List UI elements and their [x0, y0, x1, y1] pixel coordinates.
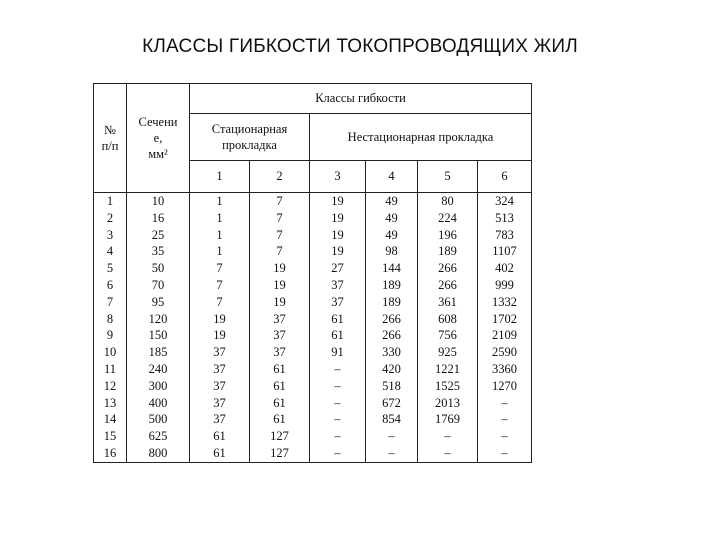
table-cell: 12	[103, 378, 117, 393]
class-number: 3	[310, 161, 366, 193]
table-cell: –	[334, 412, 341, 427]
table-cell: 7	[276, 194, 283, 208]
table-cell: 6	[106, 277, 114, 292]
table-cell: 37	[213, 361, 226, 376]
table-cell: 19	[213, 311, 226, 326]
table-cell: 98	[385, 244, 398, 259]
table-cell: 2590	[492, 345, 518, 360]
page-title: КЛАССЫ ГИБКОСТИ ТОКОПРОВОДЯЩИХ ЖИЛ	[142, 36, 578, 57]
table-cell: 189	[438, 244, 457, 259]
table-cell: 518	[382, 378, 401, 393]
table-cell: 7	[216, 277, 223, 292]
table-cell: 8	[106, 311, 114, 326]
table-cell: 37	[213, 378, 226, 393]
table-cell: 1769	[435, 412, 460, 427]
section-column	[127, 193, 190, 463]
flexibility-classes-table	[93, 83, 532, 463]
table-cell: 127	[270, 429, 289, 444]
table-cell: 11	[103, 361, 117, 376]
table-cell: 35	[151, 244, 165, 259]
table-cell: –	[501, 445, 508, 460]
class-number: 6	[478, 161, 532, 193]
table-cell: 500	[148, 412, 168, 427]
table-cell: –	[501, 429, 508, 444]
class-5-column	[418, 193, 478, 463]
table-cell: 400	[148, 395, 168, 410]
table-cell: 120	[148, 311, 168, 326]
table-cell: 266	[382, 328, 401, 343]
table-cell: 5	[106, 261, 114, 276]
table-cell: 144	[382, 261, 401, 276]
table-cell: 196	[438, 227, 457, 242]
class-4-column	[366, 193, 418, 463]
class-1-column	[190, 193, 250, 463]
table-cell: 361	[438, 294, 457, 309]
table-cell: 13	[103, 395, 117, 410]
table-cell: –	[334, 361, 341, 376]
table-cell: 1221	[435, 361, 460, 376]
table-cell: –	[501, 395, 508, 410]
table-cell: –	[334, 395, 341, 410]
table-cell: 80	[441, 194, 454, 208]
table-cell: 1525	[435, 378, 460, 393]
table-cell: 61	[273, 361, 286, 376]
table-cell: 61	[213, 445, 226, 460]
table-cell: 402	[495, 261, 514, 276]
table-cell: 999	[495, 277, 514, 292]
table-cell: 2013	[435, 395, 460, 410]
table-cell: –	[334, 378, 341, 393]
table-cell: 61	[331, 311, 344, 326]
table-cell: 224	[438, 210, 457, 225]
table-cell: 19	[273, 294, 286, 309]
table-cell: 37	[213, 412, 226, 427]
table-cell: 185	[148, 345, 168, 360]
table-cell: 10	[103, 345, 117, 360]
table-cell: 783	[495, 227, 514, 242]
table-cell: 7	[106, 294, 114, 309]
table-cell: 1332	[492, 294, 518, 309]
table-cell: 7	[216, 294, 223, 309]
table-cell: 9	[106, 328, 114, 343]
header-stationary-line: Стационарная	[211, 122, 288, 136]
table-cell: –	[444, 445, 451, 460]
table-cell: –	[388, 429, 395, 444]
table-cell: 15	[103, 429, 117, 444]
table-cell: 37	[273, 328, 286, 343]
table-cell: 266	[438, 261, 457, 276]
table-cell: 330	[382, 345, 401, 360]
class-2-column	[250, 193, 310, 463]
table-cell: 50	[151, 261, 165, 276]
table-cell: 1	[216, 210, 223, 225]
table-cell: 324	[495, 194, 514, 208]
header-stationary	[190, 114, 310, 161]
table-cell: 49	[385, 194, 398, 208]
table-cell: –	[501, 412, 508, 427]
table-cell: 240	[148, 361, 168, 376]
table-cell: 1	[216, 244, 223, 259]
table-cell: 1270	[492, 378, 518, 393]
table-cell: 37	[331, 277, 344, 292]
table-cell: 61	[273, 412, 286, 427]
table-cell: 16	[151, 210, 165, 225]
table-cell: 3360	[492, 361, 518, 376]
table-cell: 300	[148, 378, 168, 393]
table-cell: 61	[213, 429, 226, 444]
table-cell: 1	[216, 227, 223, 242]
table-cell: 150	[148, 328, 168, 343]
table-cell: 7	[276, 227, 283, 242]
table-cell: 189	[382, 277, 401, 292]
table-cell: –	[334, 445, 341, 460]
table-cell: 854	[382, 412, 401, 427]
table-cell: 14	[103, 412, 117, 427]
table-cell: 19	[213, 328, 226, 343]
table-cell: 7	[216, 261, 223, 276]
header-section-line: е,	[153, 131, 163, 145]
header-num-line: №	[104, 123, 116, 137]
table-cell: 127	[270, 445, 289, 460]
header-nonstationary: Нестационарная прокладка	[310, 114, 532, 161]
table-cell: 19	[331, 210, 344, 225]
table-cell: 2109	[492, 328, 518, 343]
table-cell: 95	[151, 294, 165, 309]
header-section-line: Сечени	[138, 115, 178, 129]
header-classes: Классы гибкости	[190, 84, 532, 114]
class-number: 5	[418, 161, 478, 193]
num-column	[94, 193, 127, 463]
header-stationary-line: прокладка	[222, 138, 277, 152]
table-cell: 19	[331, 227, 344, 242]
table-cell: 61	[273, 378, 286, 393]
header-num	[94, 84, 127, 193]
table-cell: 49	[385, 210, 398, 225]
table-cell: –	[388, 445, 395, 460]
table-cell: 625	[148, 429, 168, 444]
table-cell: 1	[106, 194, 114, 208]
table-cell: 2	[106, 210, 114, 225]
table-cell: 266	[438, 277, 457, 292]
header-section	[127, 84, 190, 193]
table-cell: 7	[276, 244, 283, 259]
table-cell: –	[444, 429, 451, 444]
table-cell: 70	[151, 277, 165, 292]
table-cell: 91	[331, 345, 344, 360]
table-cell: 756	[438, 328, 457, 343]
table-cell: 4	[106, 244, 114, 259]
class-number: 4	[366, 161, 418, 193]
table-cell: 19	[331, 194, 344, 208]
table-cell: 925	[438, 345, 457, 360]
class-3-column	[310, 193, 366, 463]
table-cell: 61	[331, 328, 344, 343]
table-cell: 800	[148, 445, 168, 460]
header-section-line: мм²	[148, 147, 168, 161]
table-cell: 420	[382, 361, 401, 376]
table-cell: 10	[151, 194, 165, 208]
table-cell: 672	[382, 395, 401, 410]
table-cell: 37	[273, 345, 286, 360]
table-cell: 608	[438, 311, 457, 326]
table-cell: 1702	[492, 311, 518, 326]
class-number: 1	[190, 161, 250, 193]
table-cell: 37	[331, 294, 344, 309]
table-cell: 7	[276, 210, 283, 225]
table-cell: 37	[213, 395, 226, 410]
table-cell: 1107	[492, 244, 517, 259]
table-cell: 189	[382, 294, 401, 309]
table-cell: 16	[103, 445, 117, 460]
table-cell: 1	[216, 194, 223, 208]
table-cell: 25	[151, 227, 165, 242]
table-cell: 27	[331, 261, 344, 276]
table-cell: 37	[213, 345, 226, 360]
class-6-column	[478, 193, 532, 463]
table-cell: 49	[385, 227, 398, 242]
class-number: 2	[250, 161, 310, 193]
table-cell: 513	[495, 210, 514, 225]
table-cell: 19	[273, 261, 286, 276]
table-cell: 37	[273, 311, 286, 326]
table-cell: 19	[331, 244, 344, 259]
table-cell: 61	[273, 395, 286, 410]
table-cell: 19	[273, 277, 286, 292]
table-cell: 3	[106, 227, 114, 242]
table-cell: 266	[382, 311, 401, 326]
header-num-line: п/п	[101, 139, 119, 153]
table-cell: –	[334, 429, 341, 444]
